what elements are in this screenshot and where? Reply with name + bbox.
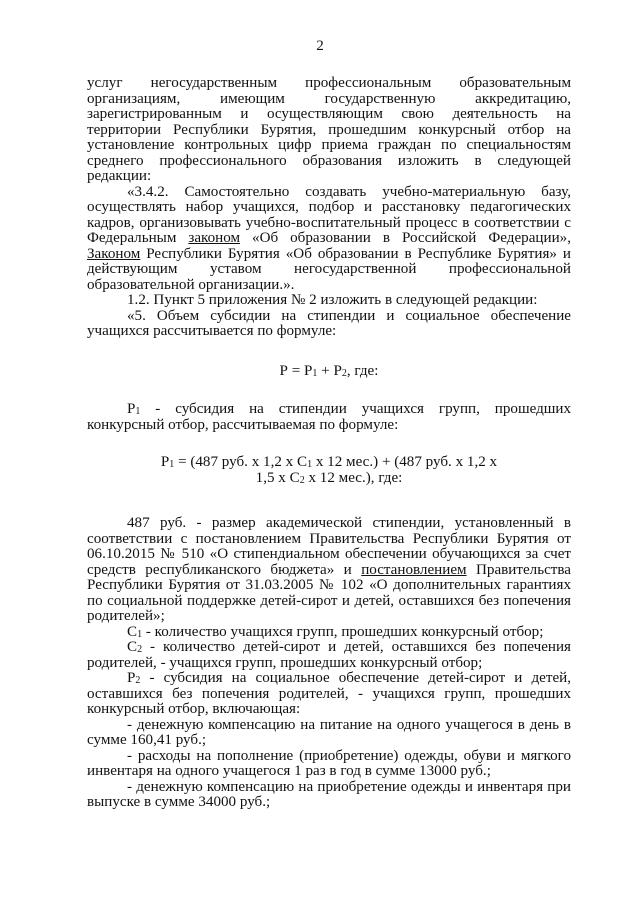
law-link-buryatia[interactable]: Законом — [87, 245, 141, 262]
law-link-federal[interactable]: законом — [188, 230, 241, 246]
paragraph-c1: $С_1$ - количество учащихся групп, прошедших конкурсный отбор; — [127, 623, 544, 640]
formula-p1-line1: $Р_1 = (487$ руб. х 1,2 х $С_1$ х 12 мес.) + (487 руб. х 1,2 х — [160, 454, 498, 470]
resolution-link[interactable]: постановлением — [361, 561, 467, 578]
list-item-food-compensation: - денежную компенсацию на питание на одного учащегося в день в сумме 160,41 руб.; — [87, 716, 571, 748]
paragraph-p1-definition: $Р_1$ - субсидия на стипендии учащихся групп, прошедших конкурсный отбор, рассчитываемая по формуле: — [87, 401, 571, 433]
paragraph-p2-definition: $Р_2$ - субсидия на социальное обеспечение детей-сирот и детей, оставшихся без попечения родителей, - учащихся групп, прошедших конкурсный отбор, включающая: — [87, 670, 571, 717]
page-number: 2 — [316, 38, 324, 54]
paragraph-intro: услуг негосударственным профессиональным образовательным организациям, имеющим государственную аккредитацию, зарегистрированным и осуществляющим свою деятельность на территории Республики Бурятия, прошедшим конкурсный отбор на установление контрольных цифр приема граждан по специальностям среднего профессионального образования изложить в следующей редакции: — [87, 75, 571, 184]
paragraph-3-4-2: «3.4.2. Самостоятельно создавать учебно-материальную базу, осуществлять набор учащихся, подбор и расстановку педагогических кадров, организовывать учебно-воспитательный процесс в соответствии с Федеральным законом «Об образовании в Российской Федерации», Законом Республики Бурятия «Об образовании в Республике Бурятия» и действующим уставом негосударственной профессиональной образовательной организации.». — [87, 183, 571, 293]
document-body — [87, 76, 571, 811]
paragraph-c2: $С_2$ - количество детей-сирот и детей, оставшихся без попечения родителей, - учащихся групп, прошедших конкурсный отбор; — [87, 639, 571, 671]
list-item-graduation-compensation: - денежную компенсацию на приобретение одежды и инвентаря при выпуске в сумме 34000 руб.; — [87, 778, 571, 810]
list-item-clothing-expenses: - расходы на пополнение (приобретение) одежды, обуви и мягкого инвентаря на одного учащегося 1 раз в год в сумме 13000 руб.; — [87, 747, 571, 779]
paragraph-487-rub: 487 руб. - размер академической стипендии, установленный в соответствии с постановлением Правительства Республики Бурятия от 06.10.2015 № 510 «О стипендиальном обеспечении обучающихся за счет средств республиканского бюджета» и постановлением Правительства Республики Бурятия от 31.03.2005 № 102 «О дополнительных гарантиях по социальной поддержке детей-сирот и детей, оставшихся без попечения родителей»; — [87, 515, 571, 624]
paragraph-item-5: «5. Объем субсидии на стипендии и социальное обеспечение учащихся рассчитывается по формуле: — [87, 307, 571, 339]
formula-p1-line2: 1,5 х $С_2$ х 12 мес.), где: — [255, 469, 403, 486]
paragraph-1-2: 1.2. Пункт 5 приложения № 2 изложить в следующей редакции: — [127, 292, 538, 308]
formula-p-total: $Р = Р_1 + Р_2$, где: — [279, 362, 379, 379]
